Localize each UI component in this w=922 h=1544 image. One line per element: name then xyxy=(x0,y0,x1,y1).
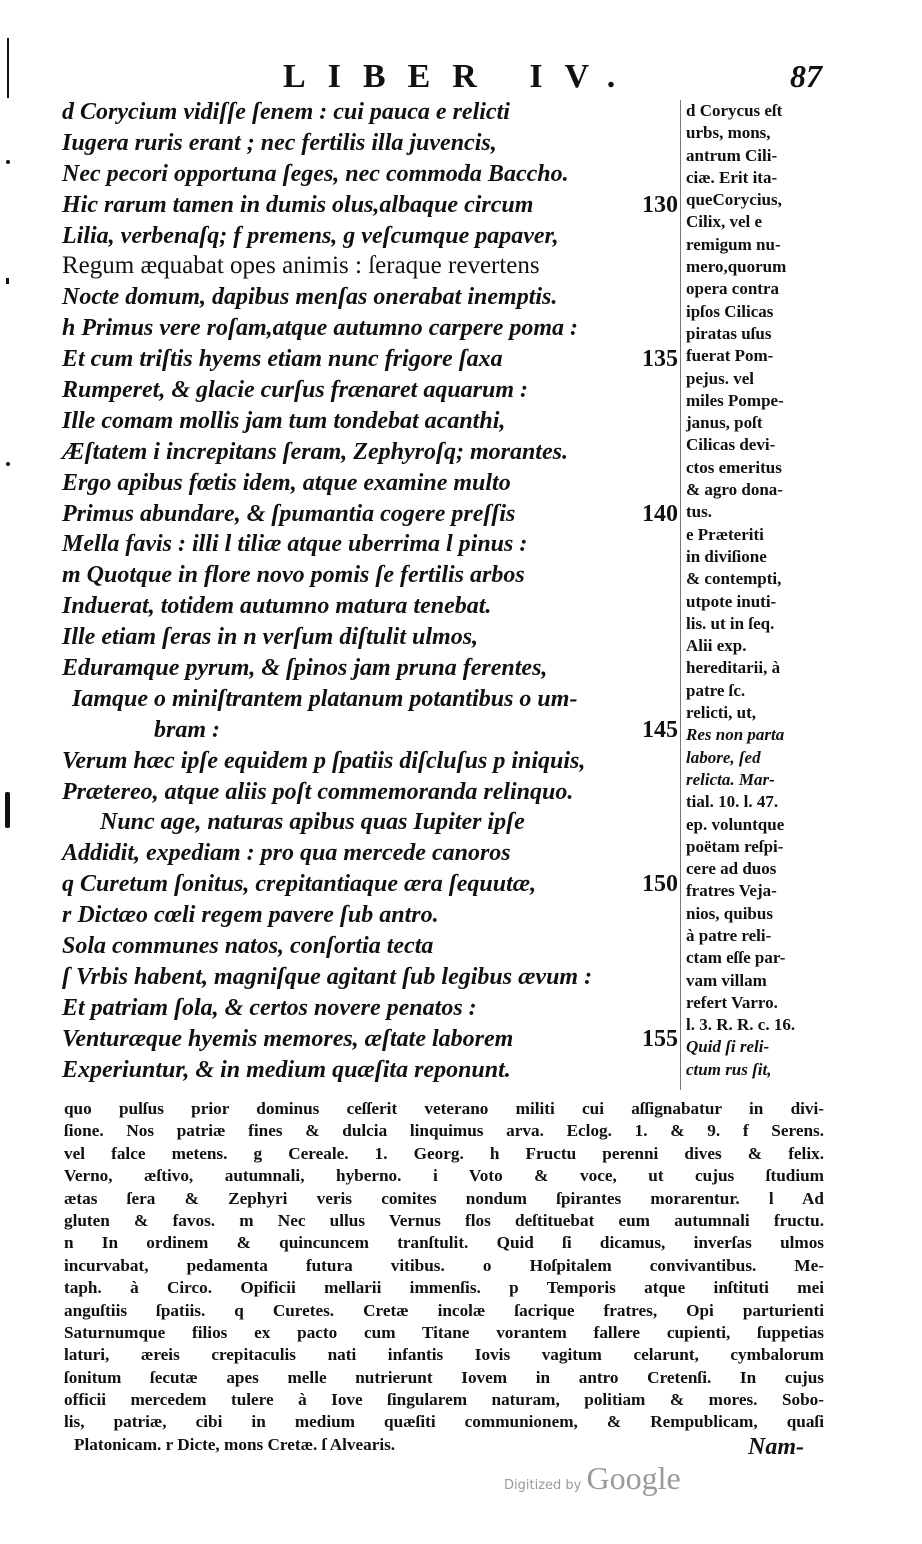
watermark-google: Google xyxy=(586,1460,681,1496)
catchword: Nam- xyxy=(748,1434,804,1460)
marginal-line: relicti, ut, xyxy=(686,703,757,723)
verse-line xyxy=(62,375,678,406)
note-line: gluten & favos. m Nec ullus Vernus flos deſtituebat eum autumnali fructu. xyxy=(64,1210,824,1230)
verse-line xyxy=(62,282,678,313)
note-line: anguſtiis ſpatiis. q Curetes. Cretæ incolæ ſacrique fratres, Opi parturienti xyxy=(64,1300,824,1320)
verse-line xyxy=(62,715,678,746)
note-line: ætas ſera & Zephyri veris comites nondum ſpirantes morarentur. l Ad xyxy=(64,1188,824,1208)
verse-text: Lilia, verbenaſq; f premens, g veſcumque papaver, xyxy=(62,222,559,249)
left-margin-dot xyxy=(6,278,9,284)
verse-line xyxy=(62,777,678,808)
marginal-line: piratas uſus xyxy=(686,323,772,343)
note-line: Saturnumque filios ex pacto cum Titane vorantem fallere cupienti, ſuppetias xyxy=(64,1322,824,1342)
note-line: vel falce metens. g Cereale. 1. Georg. h Fructu perenni dives & felix. xyxy=(64,1143,824,1163)
verse-text: r Dictæo cœli regem pavere ſub antro. xyxy=(62,902,439,929)
verse-text: Iamque o miniſtrantem platanum potantibus o um- xyxy=(72,685,578,712)
verse-text: Prætereo, atque aliis poſt commemoranda relinquo. xyxy=(62,778,574,805)
watermark-digitized-by: Digitized by xyxy=(504,1478,582,1493)
verse-line xyxy=(62,869,678,900)
note-line: lis, patriæ, cibi in medium quæſiti communionem, & Rempublicam, quaſi xyxy=(64,1412,824,1432)
note-line: ſonitum ſecutæ apes melle nutrierunt Iovem in antro Cretenſi. In cujus xyxy=(64,1367,824,1387)
verse-line xyxy=(62,900,678,931)
marginal-line: vam villam xyxy=(686,970,767,990)
marginal-line: & contempti, xyxy=(686,569,782,589)
marginal-line: tus. xyxy=(686,502,712,522)
note-line: taph. à Circo. Opificii mellarii immenſis. p Temporis atque inſtituti mei xyxy=(64,1278,824,1298)
marginal-line: remigum nu- xyxy=(686,234,781,254)
marginal-line: ep. voluntque xyxy=(686,814,785,834)
marginal-line: cere ad duos xyxy=(686,859,777,879)
left-margin-mark xyxy=(5,792,10,828)
line-number: 145 xyxy=(642,716,678,743)
verse-line xyxy=(62,684,678,715)
marginal-line: ctam eſſe par- xyxy=(686,948,786,968)
verse-line xyxy=(62,190,678,221)
verse-text: Ergo apibus fœtis idem, atque examine multo xyxy=(62,469,511,496)
verse-line xyxy=(62,313,678,344)
marginal-line: patre ſc. xyxy=(686,680,746,700)
verse-line xyxy=(62,1055,678,1086)
marginal-line: fuerat Pom- xyxy=(686,346,774,366)
marginal-line: utpote inuti- xyxy=(686,591,777,611)
verse-line xyxy=(62,653,678,684)
verse-text: Mella favis : illi l tiliæ atque uberrima l pinus : xyxy=(62,531,528,558)
marginal-line: Alii exp. xyxy=(686,636,747,656)
verse-text: Primus abundare, & ſpumantia cogere preſſis xyxy=(62,500,516,527)
marginal-notes xyxy=(686,100,832,1081)
verse-line xyxy=(62,529,678,560)
verse-text: Rumperet, & glacie curſus frænaret aquarum : xyxy=(62,377,529,404)
verse-text: Et patriam ſola, & certos novere penatos : xyxy=(62,994,477,1021)
verse-line xyxy=(62,931,678,962)
verse-block xyxy=(62,97,678,1086)
marginal-line: opera contra xyxy=(686,279,780,299)
verse-text: Experiuntur, & in medium quæſita reponunt. xyxy=(62,1056,511,1083)
line-number: 135 xyxy=(642,346,678,373)
verse-text: Ille comam mollis jam tum tondebat acanthi, xyxy=(62,407,506,434)
verse-text: Nunc age, naturas apibus quas Iupiter ipſe xyxy=(100,809,525,836)
verse-text: Æſtatem i increpitans ſeram, Zephyroſq; morantes. xyxy=(62,438,568,465)
verse-line xyxy=(62,993,678,1024)
marginal-line: mero,quorum xyxy=(686,257,787,277)
marginal-line: in diviſione xyxy=(686,546,767,566)
verse-text: Hic rarum tamen in dumis olus,albaque circum xyxy=(62,191,534,218)
marginal-line: poëtam reſpi- xyxy=(686,836,784,856)
verse-text: Venturæque hyemis memores, æſtate laborem xyxy=(62,1025,514,1052)
verse-text: h Primus vere roſam,atque autumno carpere poma : xyxy=(62,315,579,342)
verse-line xyxy=(62,807,678,838)
marginal-line: l. 3. R. R. c. 16. xyxy=(686,1015,796,1035)
left-margin-dot xyxy=(6,160,10,164)
marginal-line: lis. ut in ſeq. xyxy=(686,613,775,633)
verse-line xyxy=(62,560,678,591)
verse-line xyxy=(62,251,678,282)
verse-line xyxy=(62,344,678,375)
marginal-line: Cilicas devi- xyxy=(686,435,776,455)
marginal-line: à patre reli- xyxy=(686,925,772,945)
marginal-line: ctum rus ſit, xyxy=(686,1059,772,1079)
marginal-line: tial. 10. l. 47. xyxy=(686,792,779,812)
marginal-line: janus, poſt xyxy=(686,413,763,433)
verse-text: Et cum triſtis hyems etiam nunc frigore ſaxa xyxy=(62,346,503,373)
verse-line xyxy=(62,962,678,993)
verse-text: m Quotque in flore novo pomis ſe fertilis arbos xyxy=(62,562,525,589)
line-number: 130 xyxy=(642,191,678,218)
verse-text: Iugera ruris erant ; nec fertilis illa juvencis, xyxy=(62,129,497,156)
marginal-line: d Corycus eſt xyxy=(686,101,783,120)
marginal-line: queCorycius, xyxy=(686,190,782,210)
verse-text: Induerat, totidem autumno matura tenebat. xyxy=(62,593,492,620)
marginal-line: hereditarii, à xyxy=(686,658,781,678)
page-number: 87 xyxy=(790,58,822,94)
verse-text: Ille etiam ſeras in n verſum diſtulit ulmos, xyxy=(62,624,479,651)
verse-text: q Curetum ſonitus, crepitantiaque æra ſequutæ, xyxy=(62,871,537,898)
verse-text: d Corycium vidiſſe ſenem : cui pauca e relicti xyxy=(62,99,510,125)
left-margin-mark xyxy=(7,38,9,98)
verse-text: bram : xyxy=(154,716,220,743)
marginal-line: ipſos Cilicas xyxy=(686,301,774,321)
marginal-line: Cilix, vel e xyxy=(686,212,763,232)
note-line: officii mercedem tulere à Iove ſingularem naturam, politiam & mores. Sobo- xyxy=(64,1390,824,1410)
note-line: laturi, æreis crepitaculis nati infantis Iovis vagitum celarunt, cymbalorum xyxy=(64,1345,824,1365)
marginal-line: ciæ. Erit ita- xyxy=(686,167,778,187)
verse-line xyxy=(62,221,678,252)
marginal-line: urbs, mons, xyxy=(686,123,771,143)
line-number: 155 xyxy=(642,1025,678,1052)
verse-line xyxy=(62,437,678,468)
left-margin-dot xyxy=(6,462,10,466)
verse-line xyxy=(62,97,678,128)
note-line: Verno, æſtivo, autumnali, hyberno. i Voto & voce, ut cujus ſtudium xyxy=(64,1166,824,1186)
marginal-line: fratres Veja- xyxy=(686,881,777,901)
note-line: quo pulſus prior dominus ceſſerit veterano militi cui aſſignabatur in divi- xyxy=(64,1099,824,1118)
marginal-line: refert Varro. xyxy=(686,992,778,1012)
marginal-line: relicta. Mar- xyxy=(686,769,775,789)
marginal-line: ctos emeritus xyxy=(686,457,782,477)
verse-text: Nec pecori opportuna ſeges, nec commoda Baccho. xyxy=(62,160,569,187)
verse-line xyxy=(62,406,678,437)
marginal-line: pejus. vel xyxy=(686,368,754,388)
marginal-line: miles Pompe- xyxy=(686,390,784,410)
note-line: n In ordinem & quincuncem tranſtulit. Quid ſi dicamus, inverſas ulmos xyxy=(64,1233,824,1253)
marginal-line: e Præteriti xyxy=(686,524,764,544)
verse-line xyxy=(62,128,678,159)
marginal-line: labore, ſed xyxy=(686,747,761,767)
verse-line xyxy=(62,499,678,530)
verse-line xyxy=(62,468,678,499)
running-head: LIBER IV. xyxy=(283,58,638,95)
marginal-line: nios, quibus xyxy=(686,903,773,923)
google-watermark xyxy=(504,1460,681,1497)
footnotes xyxy=(64,1098,824,1456)
verse-text: Verum hæc ipſe equidem p ſpatiis diſcluſus p iniquis, xyxy=(62,747,586,774)
note-line: Platonicam. r Dicte, mons Cretæ. ſ Alvearis. xyxy=(74,1434,396,1454)
verse-line xyxy=(62,1024,678,1055)
note-line: ſione. Nos patriæ fines & dulcia linquimus arva. Eclog. 1. & 9. f Serens. xyxy=(64,1121,824,1141)
marginal-line: Res non parta xyxy=(686,725,785,745)
note-line: incurvabat, pedamenta futura vitibus. o Hoſpitalem convivantibus. Me- xyxy=(64,1255,824,1275)
verse-text: Regum æquabat opes animis : ſeraque revertens xyxy=(62,252,540,280)
marginal-line: antrum Cili- xyxy=(686,145,778,165)
marginal-line: Quid ſi reli- xyxy=(686,1037,770,1057)
column-divider xyxy=(680,100,681,1090)
line-number: 140 xyxy=(642,500,678,527)
verse-text: Sola communes natos, conſortia tecta xyxy=(62,933,434,960)
verse-text: ſ Vrbis habent, magniſque agitant ſub legibus ævum : xyxy=(62,963,593,990)
verse-text: Eduramque pyrum, & ſpinos jam pruna ferentes, xyxy=(62,655,548,682)
verse-text: Nocte domum, dapibus menſas onerabat inemptis. xyxy=(62,284,558,311)
verse-line xyxy=(62,622,678,653)
verse-line xyxy=(62,838,678,869)
verse-line xyxy=(62,159,678,190)
verse-line xyxy=(62,591,678,622)
marginal-line: & agro dona- xyxy=(686,480,783,500)
verse-line xyxy=(62,746,678,777)
line-number: 150 xyxy=(642,871,678,898)
verse-text: Addidit, expediam : pro qua mercede canoros xyxy=(62,840,511,867)
